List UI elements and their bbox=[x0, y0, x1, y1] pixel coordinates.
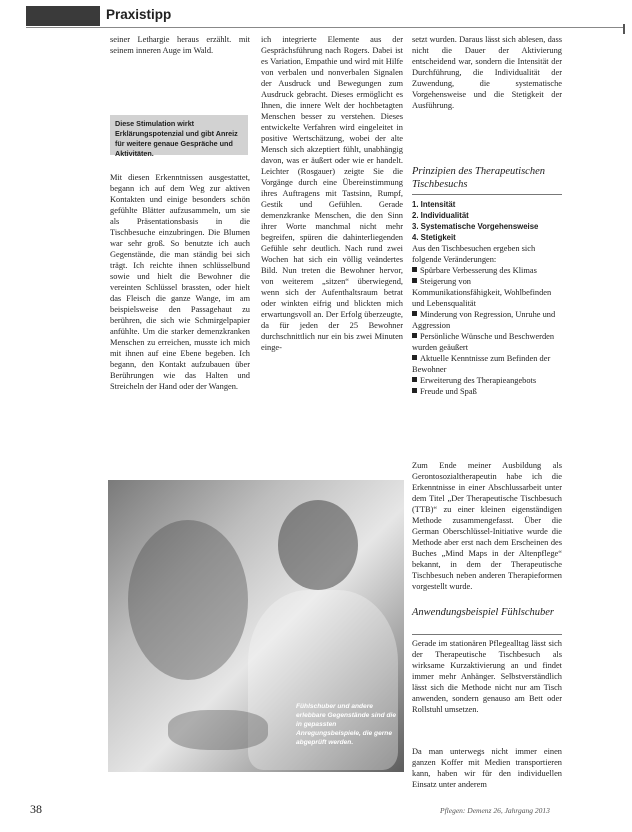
header-tick bbox=[623, 24, 625, 34]
list-item: Aktuelle Kenntnisse zum Befinden der Bewohner bbox=[412, 354, 551, 374]
col3-after: Zum Ende meiner Ausbildung als Gerontosozialtherapeutin habe ich die Erkenntnisse in einer Abschlussarbeit unter dem Titel „Der Therapeutische Tischbesuch (TTB)“ zu einer kleinen eigenständigen Methode zusammengefasst. Über die German Oberschlüssel-Initiative wurde die Methode aber erst nach dem Erscheinen des Buches „Mind Maps in der Altenpflege“ bekannt, in dem der Therapeutische Tischbesuch neben anderen Therapieformen vorgestellt wurde. bbox=[412, 461, 562, 591]
list-item: Minderung von Regression, Unruhe und Aggression bbox=[412, 310, 556, 330]
page-number: 38 bbox=[30, 802, 42, 816]
bullet-square-icon bbox=[412, 388, 417, 393]
col1-intro: seiner Lethargie heraus erzählt. mit seinem inneren Auge im Wald. bbox=[110, 35, 250, 55]
section-rule bbox=[412, 194, 562, 195]
list-item: Erweiterung des Therapieangebots bbox=[412, 375, 562, 386]
list-intro: Aus den Tischbesuchen ergeben sich folgende Veränderungen: bbox=[412, 244, 536, 264]
col3-intro: setzt wurden. Daraus lässt sich ablesen, dass nicht die Dauer der Aktivierung entscheidend war, sondern die Intensität der Durchführung, die Individualität der Zuwendung, die systematische Vorgehensweise und die Stetigkeit der Ausführung. bbox=[412, 35, 562, 110]
principle-item: 3. Systematische Vorgehensweise bbox=[412, 222, 539, 231]
bullet-square-icon bbox=[412, 333, 417, 338]
section-heading-principles: Prinzipien des Therapeutischen Tischbesuchs bbox=[412, 166, 545, 190]
highlight-box bbox=[110, 115, 248, 158]
journal-reference: Pflegen: Demenz 26, Jahrgang 2013 bbox=[440, 806, 550, 815]
list-item: Steigerung von Kommunikationsfähigkeit, Wohlbefinden und Lebensqualität bbox=[412, 277, 552, 308]
principle-item: 4. Stetigkeit bbox=[412, 233, 456, 242]
section-heading-example: Anwendungsbeispiel Fühlschuber bbox=[412, 607, 555, 618]
col3-example-body: Gerade im stationären Pflegealltag lässt sich der Therapeutische Tischbesuch als wirksame Kurzaktivierung an und findet immer mehr Anhänger. Selbstverständlich lässt sich die Methode nicht nur am Tisch anwenden, sondern genauso am Bett oder Rollstuhl umsetzen. bbox=[412, 639, 562, 714]
col3-end: Da man unterwegs nicht immer einen ganzen Koffer mit Medien transportieren kann, haben wir für den individuellen Einsatz unter anderem bbox=[412, 747, 562, 789]
highlight-text: Diese Stimulation wirkt Erklärungspotenzial und gibt Anreiz für weitere genaue Gespräche und Aktivitäten. bbox=[115, 119, 238, 158]
col1-body: Mit diesen Erkenntnissen ausgestattet, begann ich auf dem Weg zur aktiven Kontakten und einige besonders schön gefühlte Blätter aufzusammeln, um sie als Präsentationsbasis in die Tischbesuche einzubringen. Die Blumen war sehr groß. So benutzte ich auch Gegenstände, die man ständig bei sich trägt. Ich reichte ihnen schlüsselbund sowie und hielt die Bewohner die vereinten Schlüssel brassten, oder hielt das Fleisch die ganze Wange, im am beispielsweise den Passagehaut zu berühren, die sich wie Schmirgelpapier anfühlte. Um die starker demenzkranken Menschen zu erreichen, musste ich mich mit ihnen auf eine Ebene begeben. Ich begann, den Kontakt aufzubauen über Berührungen wie das Halten und Streicheln der Hand oder der Wangen. bbox=[110, 173, 250, 391]
section-title: Praxistipp bbox=[106, 7, 172, 22]
bullet-square-icon bbox=[412, 355, 417, 360]
list-item: Freude und Spaß bbox=[412, 386, 562, 397]
section-rule bbox=[412, 634, 562, 635]
principles-list bbox=[412, 199, 562, 397]
bullet-square-icon bbox=[412, 311, 417, 316]
bullet-square-icon bbox=[412, 377, 417, 382]
principle-item: 2. Individualität bbox=[412, 211, 469, 220]
bullet-square-icon bbox=[412, 267, 417, 272]
bullet-square-icon bbox=[412, 278, 417, 283]
principle-item: 1. Intensität bbox=[412, 200, 456, 209]
list-item: Spürbare Verbesserung des Klimas bbox=[412, 265, 562, 276]
list-item: Persönliche Wünsche und Beschwerden wurden geäußert bbox=[412, 332, 555, 352]
header-rule bbox=[26, 27, 624, 28]
col2-body: ich integrierte Elemente aus der Gesprächsführung nach Rogers. Dabei ist es Variation, Empathie und wird mit Hilfe von verbalen und nonverbalen Signalen der Ausdruck und Bewegungen zum Ausdruck gebracht. Dieses ermöglicht es Ihnen, die innere Welt der hochbetagten Menschen besser zu verstehen. Dieses entwickelte Verfahren wird eingeleitet in positive Wertschätzung, wobei der alte Mensch sich akzeptiert fühlt, unabhängig davon, was er äußert oder wie er handelt. Leichter (Rosgauer) zeigte Sie die Vorgänge durch eine Übereinstimmung ihres Auftragens mit Tastsinn, Rumpf, Gestik und Gefühlen. Gerade demenzkranke Menschen, die den Sinn ihrer Worte manchmal nicht mehr begreifen, spüren die dahinterliegenden Gefühle sehr deutlich. Nach rund zwei Wochen hat sich ein völlig veändertes Bild. Nun treten die Bewohner hervor, von weiterem „sitzen“ überwiegend, wenn sich der Aufenthaltsraum betrat oder winkten eifrig und blickten mich erwartungsvoll an. Der Erfolg überzeugte, da für jeden der 25 Bewohner durchschnittlich nur ein bis zwei Minuten einge- bbox=[261, 35, 403, 352]
photo-caption: Fühlschuber und andere erlebbare Gegenstände sind die in gepassten Anregungsbeispiele, die gerne abgeprüft werden. bbox=[296, 703, 397, 746]
header-color-block bbox=[26, 6, 100, 26]
